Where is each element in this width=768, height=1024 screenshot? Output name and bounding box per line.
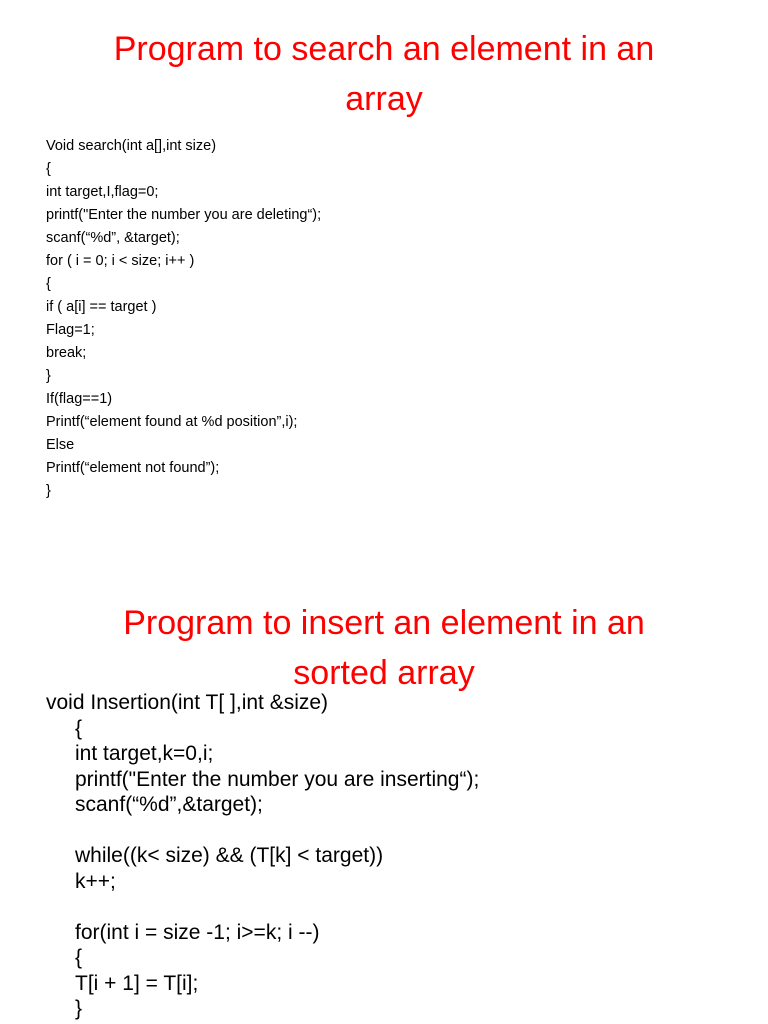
code-line: { — [75, 716, 83, 740]
code-line: break; — [46, 345, 87, 361]
code-line: while((k< size) && (T[k] < target)) — [75, 844, 384, 867]
code-line: scanf(“%d”, &target); — [46, 230, 180, 246]
code-block — [46, 690, 479, 1022]
code-line: } — [46, 368, 51, 384]
code-line: T[i + 1] = T[i]; — [75, 971, 199, 995]
code-line: { — [75, 946, 83, 969]
title-line-2: array — [345, 80, 423, 118]
slide-title — [0, 24, 768, 124]
code-line: k++; — [75, 869, 116, 893]
code-line: Printf(“element not found”); — [46, 460, 220, 476]
code-line: for(int i = size -1; i>=k; i --) — [75, 920, 320, 944]
code-line: { — [46, 161, 51, 177]
code-line: } — [75, 997, 83, 1020]
code-line: printf("Enter the number you are inserting“); — [75, 767, 480, 791]
title-line-2: sorted array — [293, 654, 475, 692]
slide-insert — [0, 570, 768, 1024]
code-line: for ( i = 0; i < size; i++ ) — [46, 253, 195, 269]
title-line-1: Program to insert an element in an — [123, 604, 645, 642]
code-line: int target,I,flag=0; — [46, 184, 159, 200]
code-line: if ( a[i] == target ) — [46, 299, 157, 315]
title-line-1: Program to search an element in an — [113, 30, 655, 68]
code-block — [46, 135, 321, 503]
code-line: Void search(int a[],int size) — [46, 138, 217, 154]
code-line: printf("Enter the number you are deleting“); — [46, 207, 322, 223]
code-line: { — [46, 276, 51, 292]
code-line: Printf(“element found at %d position”,i); — [46, 414, 298, 430]
code-line — [46, 818, 479, 844]
code-line: If(flag==1) — [46, 391, 113, 407]
code-line — [46, 894, 479, 920]
slide-title — [0, 598, 768, 698]
code-line: int target,k=0,i; — [75, 742, 214, 765]
code-line: } — [46, 483, 51, 499]
code-line: void Insertion(int T[ ],int &size) — [46, 691, 329, 714]
code-line: scanf(“%d”,&target); — [75, 793, 263, 816]
code-line: Flag=1; — [46, 322, 95, 338]
code-line: Else — [46, 437, 75, 453]
